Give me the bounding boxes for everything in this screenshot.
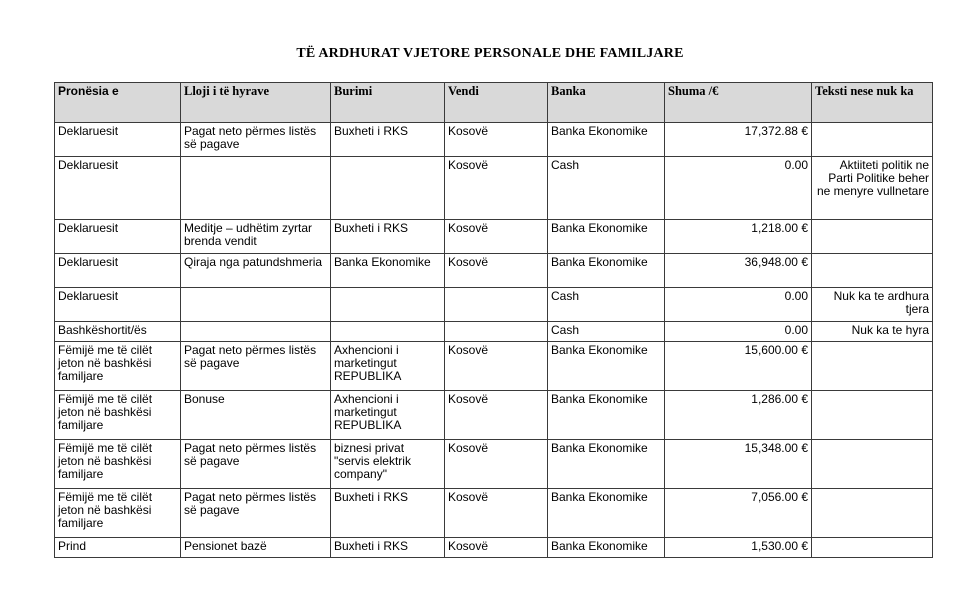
cell-income-type: Pagat neto përmes listës së pagave (181, 440, 331, 489)
cell-income-type (181, 322, 331, 342)
cell-ownership: Deklaruesit (55, 220, 181, 254)
cell-country: Kosovë (445, 391, 548, 440)
cell-country: Kosovë (445, 489, 548, 538)
header-income-type: Lloji i të hyrave (181, 83, 331, 123)
cell-income-type: Qiraja nga patundshmeria (181, 254, 331, 288)
cell-income-type: Meditje – udhëtim zyrtar brenda vendit (181, 220, 331, 254)
header-ownership: Pronësia e (55, 83, 181, 123)
cell-note (812, 254, 933, 288)
cell-note: Nuk ka te ardhura tjera (812, 288, 933, 322)
table-row (55, 288, 933, 322)
cell-income-type (181, 288, 331, 322)
cell-amount: 17,372.88 € (665, 123, 812, 157)
cell-country: Kosovë (445, 440, 548, 489)
cell-income-type: Pagat neto përmes listës së pagave (181, 342, 331, 391)
table-row (55, 538, 933, 558)
cell-country: Kosovë (445, 342, 548, 391)
table-row (55, 220, 933, 254)
table-row (55, 391, 933, 440)
cell-bank: Banka Ekonomike (548, 342, 665, 391)
cell-ownership: Fëmijë me të cilët jeton në bashkësi familjare (55, 440, 181, 489)
cell-ownership: Deklaruesit (55, 157, 181, 220)
cell-source: Buxheti i RKS (331, 123, 445, 157)
income-table (54, 82, 933, 558)
cell-income-type: Pagat neto përmes listës së pagave (181, 123, 331, 157)
cell-amount: 0.00 (665, 157, 812, 220)
cell-bank: Banka Ekonomike (548, 254, 665, 288)
cell-note (812, 538, 933, 558)
cell-note (812, 220, 933, 254)
table-row (55, 342, 933, 391)
cell-ownership: Prind (55, 538, 181, 558)
cell-note: Nuk ka te hyra (812, 322, 933, 342)
cell-source (331, 288, 445, 322)
cell-note (812, 489, 933, 538)
cell-amount: 0.00 (665, 288, 812, 322)
table-row (55, 440, 933, 489)
cell-source: Banka Ekonomike (331, 254, 445, 288)
cell-bank: Banka Ekonomike (548, 538, 665, 558)
table-header-row (55, 83, 933, 123)
cell-source (331, 322, 445, 342)
table-row (55, 157, 933, 220)
cell-amount: 1,218.00 € (665, 220, 812, 254)
cell-source: biznesi privat "servis elektrik company" (331, 440, 445, 489)
cell-source: Buxheti i RKS (331, 220, 445, 254)
cell-bank: Banka Ekonomike (548, 489, 665, 538)
table-row (55, 322, 933, 342)
cell-bank: Banka Ekonomike (548, 123, 665, 157)
table-row (55, 254, 933, 288)
cell-country: Kosovë (445, 157, 548, 220)
cell-bank: Cash (548, 157, 665, 220)
cell-note: Aktiiteti politik ne Parti Politike beher ne menyre vullnetare (812, 157, 933, 220)
table-row (55, 123, 933, 157)
cell-bank: Banka Ekonomike (548, 220, 665, 254)
cell-source: Buxheti i RKS (331, 489, 445, 538)
cell-amount: 15,600.00 € (665, 342, 812, 391)
cell-amount: 36,948.00 € (665, 254, 812, 288)
table-row (55, 489, 933, 538)
cell-note (812, 391, 933, 440)
cell-ownership: Deklaruesit (55, 254, 181, 288)
cell-note (812, 342, 933, 391)
cell-bank: Banka Ekonomike (548, 391, 665, 440)
header-amount: Shuma /€ (665, 83, 812, 123)
cell-amount: 1,286.00 € (665, 391, 812, 440)
header-source: Burimi (331, 83, 445, 123)
cell-amount: 15,348.00 € (665, 440, 812, 489)
cell-income-type: Bonuse (181, 391, 331, 440)
header-country: Vendi (445, 83, 548, 123)
cell-country: Kosovë (445, 254, 548, 288)
cell-ownership: Bashkëshortit/ës (55, 322, 181, 342)
cell-ownership: Deklaruesit (55, 123, 181, 157)
cell-source: Axhencioni i marketingut REPUBLIKA (331, 391, 445, 440)
cell-ownership: Deklaruesit (55, 288, 181, 322)
cell-ownership: Fëmijë me të cilët jeton në bashkësi familjare (55, 489, 181, 538)
cell-income-type: Pagat neto përmes listës së pagave (181, 489, 331, 538)
cell-country: Kosovë (445, 220, 548, 254)
cell-note (812, 440, 933, 489)
page-title: TË ARDHURAT VJETORE PERSONALE DHE FAMILJARE (296, 46, 684, 61)
cell-amount: 1,530.00 € (665, 538, 812, 558)
cell-bank: Cash (548, 288, 665, 322)
cell-country: Kosovë (445, 538, 548, 558)
cell-bank: Cash (548, 322, 665, 342)
cell-source: Buxheti i RKS (331, 538, 445, 558)
header-note: Teksti nese nuk ka (812, 83, 933, 123)
cell-bank: Banka Ekonomike (548, 440, 665, 489)
cell-country (445, 322, 548, 342)
cell-source (331, 157, 445, 220)
cell-amount: 0.00 (665, 322, 812, 342)
cell-ownership: Fëmijë me të cilët jeton në bashkësi familjare (55, 391, 181, 440)
cell-amount: 7,056.00 € (665, 489, 812, 538)
cell-note (812, 123, 933, 157)
cell-country (445, 288, 548, 322)
cell-country: Kosovë (445, 123, 548, 157)
cell-source: Axhencioni i marketingut REPUBLIKA (331, 342, 445, 391)
header-bank: Banka (548, 83, 665, 123)
cell-income-type (181, 157, 331, 220)
cell-income-type: Pensionet bazë (181, 538, 331, 558)
cell-ownership: Fëmijë me të cilët jeton në bashkësi familjare (55, 342, 181, 391)
